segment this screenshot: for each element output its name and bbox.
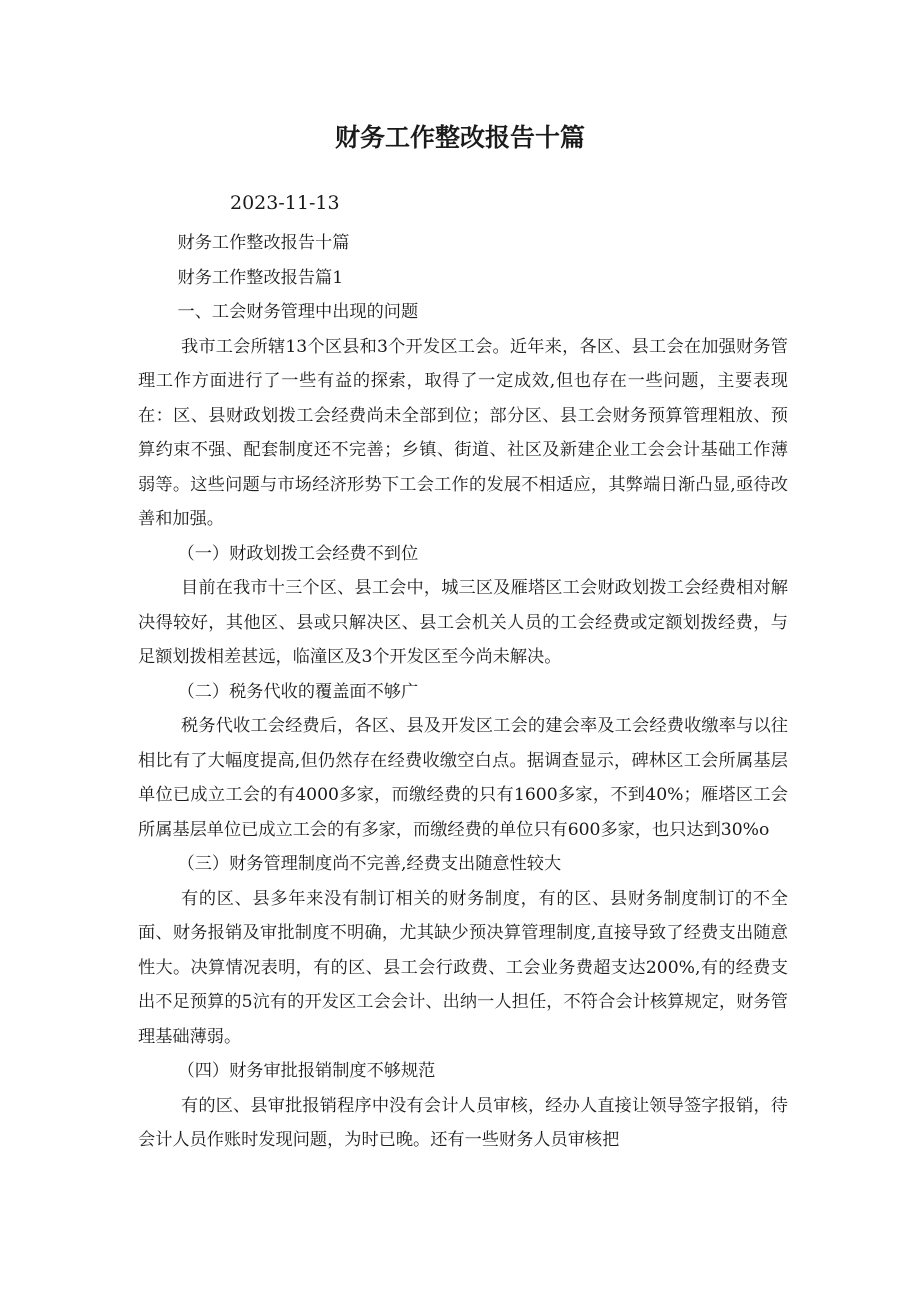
body-paragraph: 税务代收工会经费后，各区、县及开发区工会的建会率及工会经费收缴率与以往相比有了大幅度提高,但仍然存在经费收缴空白点。据调查显示，碑林区工会所属基层单位已成立工会的有4000多家，而缴经费的只有1600多家，不到40%；雁塔区工会所属基层单位已成立工会的有多家，而缴经费的单位只有600多家，也只达到30%o bbox=[138, 716, 788, 840]
body-paragraph: 有的区、县多年来没有制订相关的财务制度，有的区、县财务制度制订的不全面、财务报销及审批制度不明确，尤其缺少预决算管理制度,直接导致了经费支出随意性大。决算情况表明，有的区、县工会行政费、工会业务费超支达200%,有的经费支出不足预算的5沆有的开发区工会会计、出纳一人担任，不符合会计核算规定，财务管理基础薄弱。 bbox=[138, 888, 788, 1047]
section-heading: 财务工作整改报告十篇 bbox=[177, 233, 350, 253]
body-paragraph: 我市工会所辖13个区县和3个开发区工会。近年来，各区、县工会在加强财务管理工作方面进行了一些有益的探索，取得了一定成效,但也存在一些问题，主要表现在：区、县财政划拨工会经费尚未全部到位；部分区、县工会财务预算管理粗放、预算约束不强、配套制度还不完善；乡镇、街道、社区及新建企业工会会计基础工作薄弱等。这些问题与市场经济形势下工会工作的发展不相适应，其弊端日渐凸显,亟待改善和加强。 bbox=[138, 336, 788, 529]
section-heading: （三）财务管理制度尚不完善,经费支出随意性较大 bbox=[177, 854, 562, 874]
section-heading: （四）财务审批报销制度不够规范 bbox=[177, 1061, 436, 1081]
body-paragraph: 目前在我市十三个区、县工会中，城三区及雁塔区工会财政划拨工会经费相对解决得较好，其他区、县或只解决区、县工会机关人员的工会经费或定额划拨经费，与足额划拨相差甚远，临潼区及3个开发区至今尚未解决。 bbox=[138, 578, 788, 667]
section-heading: （二）税务代收的覆盖面不够广 bbox=[177, 681, 419, 702]
body-paragraph: 有的区、县审批报销程序中没有会计人员审核，经办人直接让领导签字报销，待会计人员作账时发现问题，为时已晚。还有一些财务人员审核把 bbox=[138, 1095, 788, 1150]
document-body bbox=[138, 226, 788, 1158]
page-title: 财务工作整改报告十篇 bbox=[334, 123, 585, 152]
document-date: 2023-11-13 bbox=[230, 192, 340, 214]
section-heading: 财务工作整改报告篇1 bbox=[177, 267, 344, 288]
section-heading: （一）财政划拨工会经费不到位 bbox=[177, 543, 419, 564]
section-heading: 一、工会财务管理中出现的问题 bbox=[177, 302, 419, 322]
